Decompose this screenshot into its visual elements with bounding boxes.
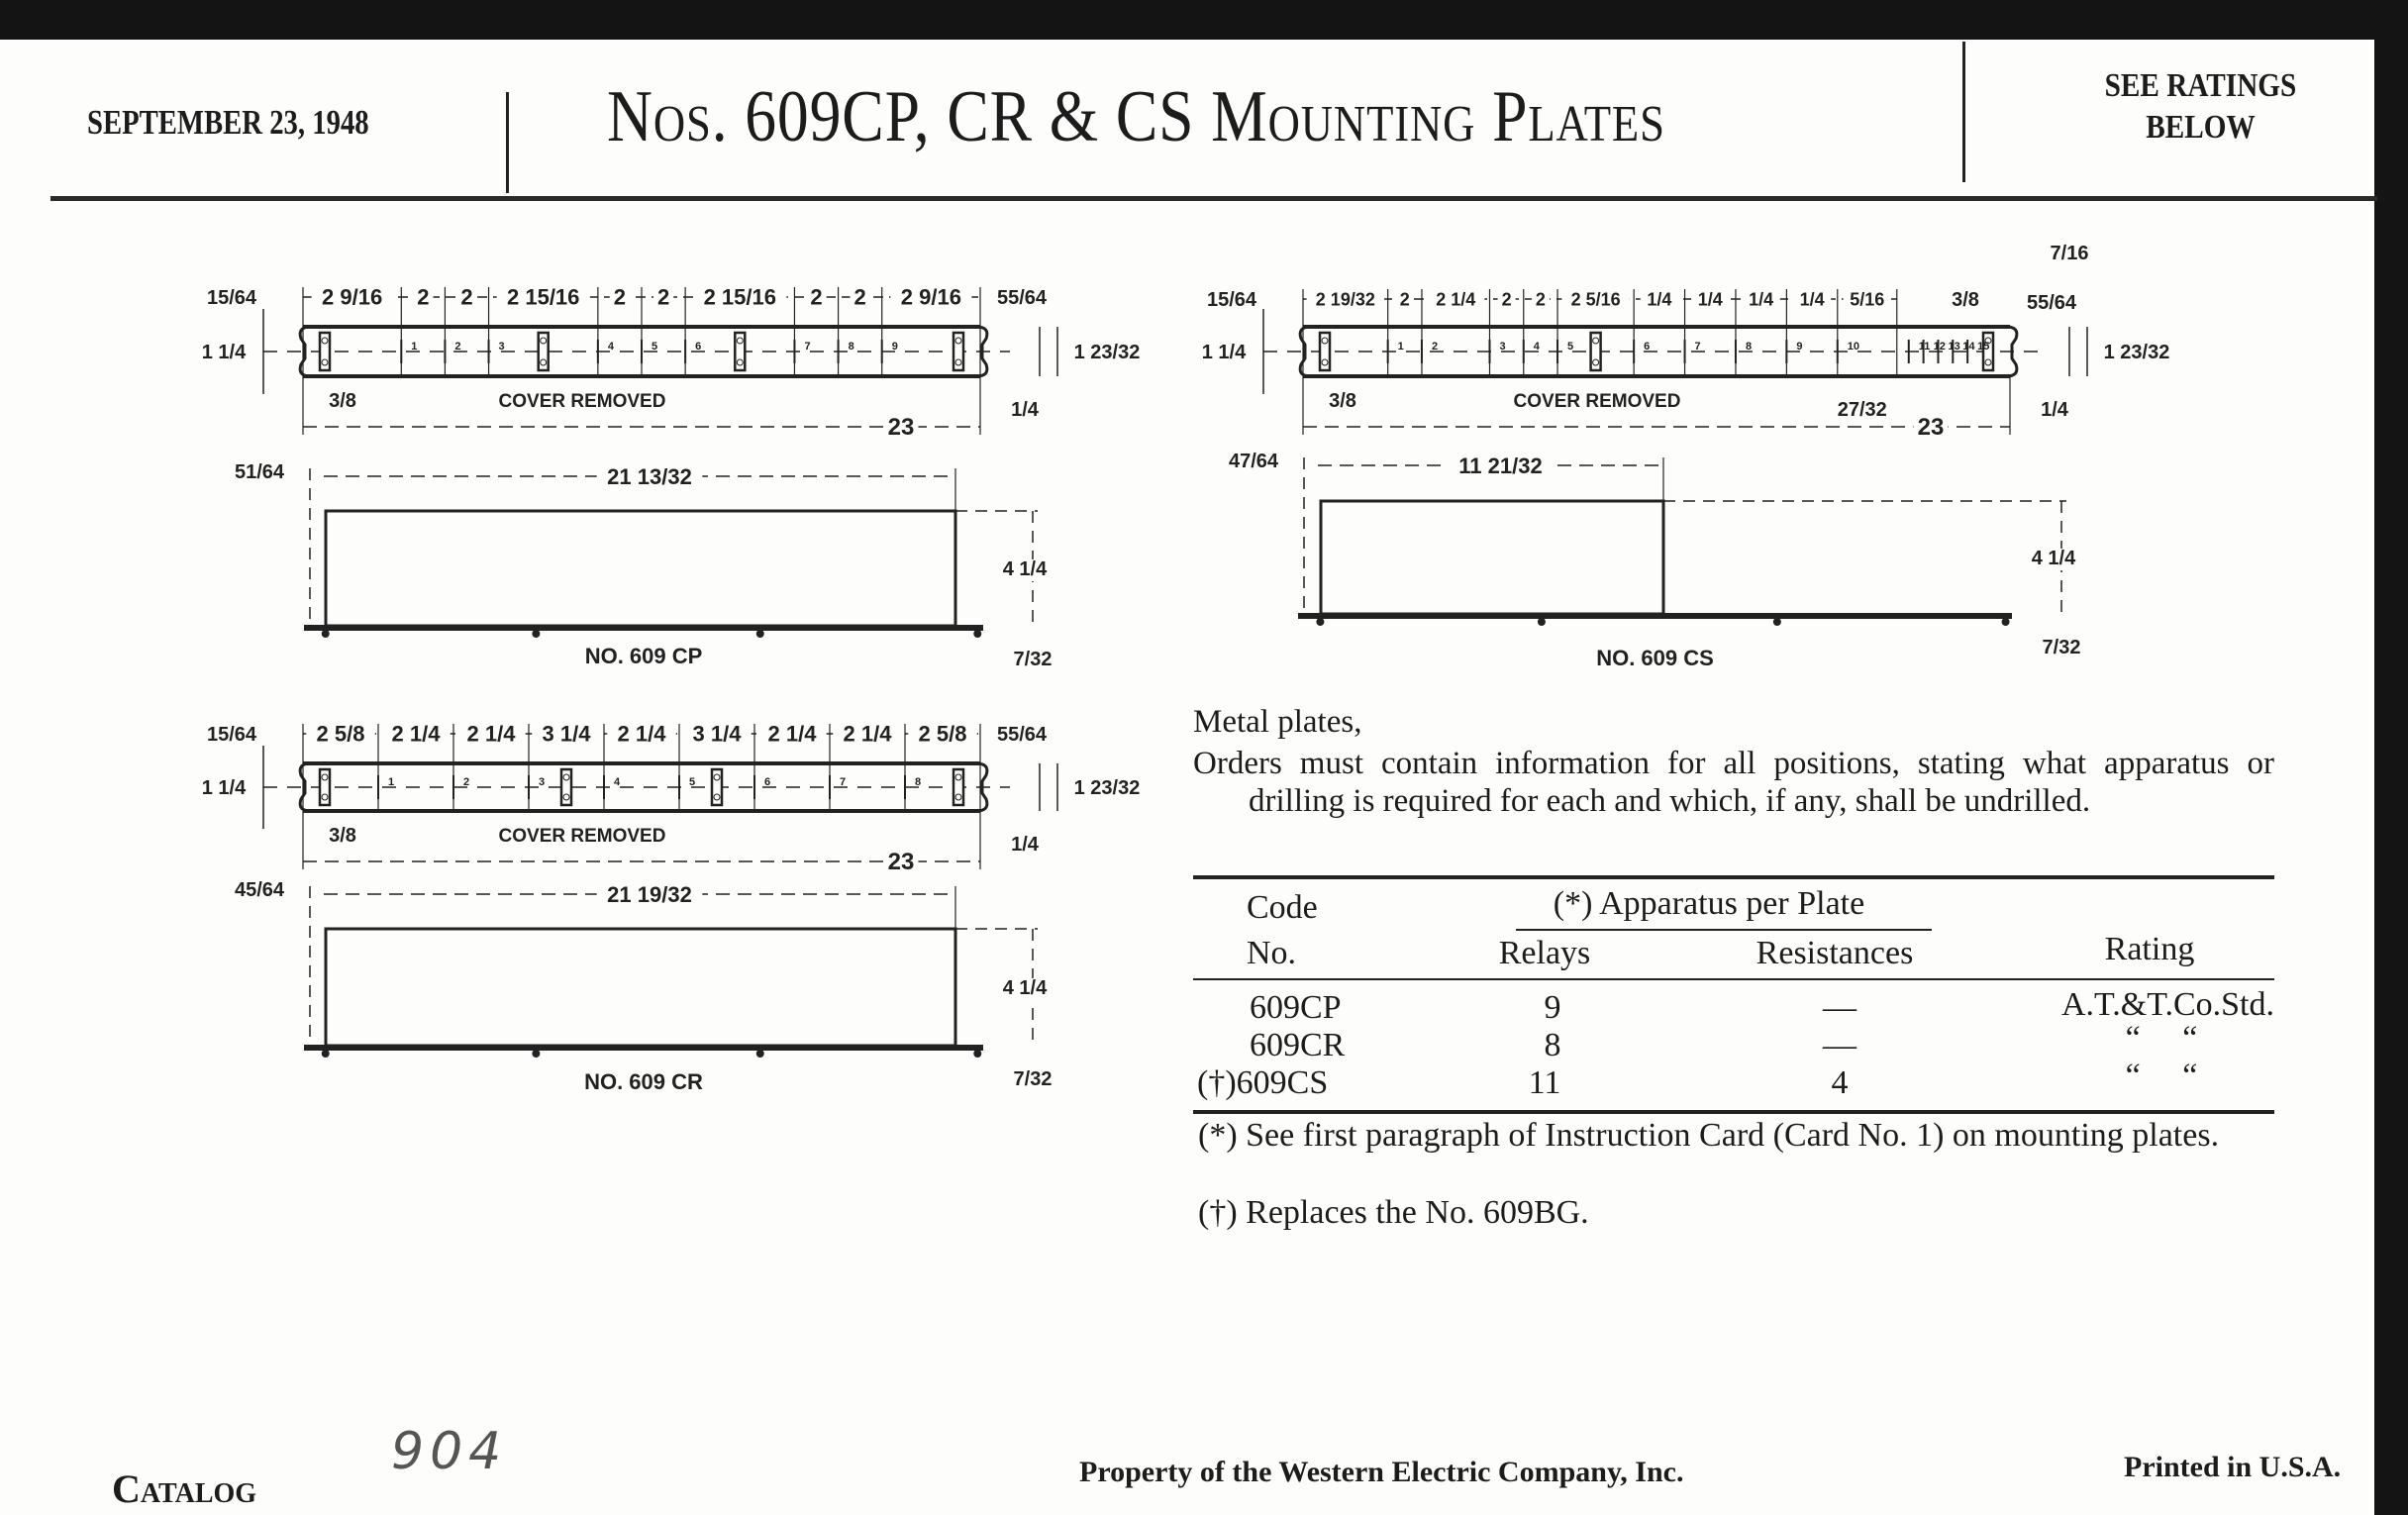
right-mid-label: 1 23/32 xyxy=(2103,342,2170,363)
right-mid-label: 1 23/32 xyxy=(1073,777,1141,799)
plate-body xyxy=(1321,501,1663,614)
table-rule-header xyxy=(1193,978,2274,980)
position-number: 2 xyxy=(1431,341,1439,353)
cover-removed-label: COVER REMOVED xyxy=(498,391,666,412)
apparatus-underline xyxy=(1516,929,1932,931)
left-bottom-label: 3/8 xyxy=(329,825,356,847)
extra-end-label: 3/8 xyxy=(1952,289,1979,311)
position-number: 5 xyxy=(689,776,696,788)
row-code: (†)609CS xyxy=(1197,1064,1329,1101)
spacing-label: 5/16 xyxy=(1850,289,1885,310)
left-bottom-label: 3/8 xyxy=(329,390,356,412)
position-number: 8 xyxy=(848,341,854,353)
position-number: 2 xyxy=(454,341,461,353)
description-orders: Orders must contain information for all positions, stating what apparatus or drilling is required for each and which, if any, shall be undrilled. xyxy=(1193,746,2274,819)
drawing-label: NO. 609 CR xyxy=(584,1069,703,1094)
drawing-label: NO. 609 CS xyxy=(1596,646,1714,670)
rivet xyxy=(756,630,764,638)
row-rating: “ “ xyxy=(2125,1020,2198,1057)
header-code: Code xyxy=(1247,889,1318,926)
row-rating: “ “ xyxy=(2125,1058,2198,1094)
cover-removed-label: COVER REMOVED xyxy=(1513,391,1681,412)
row-relays: 11 xyxy=(1528,1064,1561,1101)
header-resistances: Resistances xyxy=(1756,935,1914,971)
row-code: 609CP xyxy=(1250,989,1342,1026)
spacing-label: 2 xyxy=(1501,289,1512,310)
ratings-note-line2: BELOW xyxy=(2146,109,2256,146)
spacing-label: 1/4 xyxy=(1697,289,1723,310)
mounting-bracket xyxy=(1591,333,1601,370)
spacing-label: 2 1/4 xyxy=(466,721,516,747)
row-resistances: — xyxy=(1823,1027,1856,1063)
header-relays: Relays xyxy=(1498,935,1591,971)
right-mid-label: 1 23/32 xyxy=(1073,342,1141,363)
position-number: 3 xyxy=(498,341,505,353)
end-hook xyxy=(300,763,311,811)
spacing-label: 2 1/4 xyxy=(391,721,441,747)
position-number: 6 xyxy=(1644,341,1651,353)
spacing-label: 2 xyxy=(417,284,430,310)
spacing-label: 2 5/8 xyxy=(316,721,365,747)
row-rating: A.T.&T.Co.Std. xyxy=(2060,986,2274,1023)
position-number: 4 xyxy=(607,341,614,353)
catalog-label: Catalog xyxy=(112,1466,257,1511)
position-number: 2 xyxy=(463,776,470,788)
position-number: 1 xyxy=(411,341,418,353)
rivet xyxy=(1773,618,1781,626)
position-number: 15 xyxy=(1977,341,1990,353)
spacing-label: 1/4 xyxy=(1749,289,1774,310)
mounting-bracket xyxy=(1320,333,1330,370)
position-number: 5 xyxy=(1567,341,1574,353)
spacing-label: 2 1/4 xyxy=(1436,289,1476,310)
position-number: 6 xyxy=(695,341,702,353)
rivet xyxy=(973,630,981,638)
date: SEPTEMBER 23, 1948 xyxy=(87,103,369,142)
side-height-label: 4 1/4 xyxy=(1002,558,1048,580)
rivet xyxy=(532,630,540,638)
rivet xyxy=(2002,618,2010,626)
plate-body xyxy=(326,929,955,1046)
position-number: 7 xyxy=(1694,341,1701,353)
spacing-label: 2 5/16 xyxy=(1570,289,1621,310)
spacing-label: 2 xyxy=(810,284,823,310)
position-number: 6 xyxy=(764,776,771,788)
side-left-label: 45/64 xyxy=(234,879,285,901)
spacing-label: 2 9/16 xyxy=(900,284,961,310)
spacing-label: 1/4 xyxy=(1799,289,1825,310)
rivet xyxy=(1316,618,1324,626)
rivet xyxy=(756,1050,764,1058)
overall-label: 23 xyxy=(1917,414,1945,441)
rivet xyxy=(973,1050,981,1058)
footnote-asterisk: (*) See first paragraph of Instruction Card (Card No. 1) on mounting plates. xyxy=(1198,1117,2220,1154)
spacing-label: 2 1/4 xyxy=(843,721,892,747)
row-relays: 9 xyxy=(1544,989,1561,1026)
position-number: 14 xyxy=(1962,341,1975,353)
row-resistances: — xyxy=(1823,989,1856,1026)
spacing-label: 3 1/4 xyxy=(692,721,742,747)
spacing-label: 2 1/4 xyxy=(767,721,817,747)
spacing-label: 2 xyxy=(1399,289,1410,310)
page-title: Nos. 609CP, CR & CS Mounting Plates xyxy=(607,76,1665,157)
side-base-label: 7/32 xyxy=(1013,1068,1053,1090)
left-mid-label: 1 1/4 xyxy=(1201,342,1247,363)
property-notice: Property of the Western Electric Company, Inc. xyxy=(1079,1456,1684,1488)
header-no: No. xyxy=(1247,935,1297,971)
spacing-label: 2 xyxy=(853,284,866,310)
row-resistances: 4 xyxy=(1831,1064,1849,1101)
side-width-label: 21 13/32 xyxy=(607,464,692,489)
right-top-label: 55/64 xyxy=(2026,292,2077,314)
right-bottom-label: 1/4 xyxy=(2041,399,2068,421)
ratings-note-line1: SEE RATINGS xyxy=(2104,67,2297,104)
left-top-label: 15/64 xyxy=(206,287,257,309)
left-mid-label: 1 1/4 xyxy=(201,342,247,363)
position-number: 12 xyxy=(1933,341,1946,353)
rivet xyxy=(532,1050,540,1058)
header-apparatus: (*) Apparatus per Plate xyxy=(1553,885,1865,922)
row-code: 609CR xyxy=(1250,1027,1346,1063)
position-number: 7 xyxy=(840,776,847,788)
table-rule-bottom xyxy=(1193,1110,2274,1114)
spacing-label: 2 15/16 xyxy=(703,284,776,310)
extra-bottom-label: 27/32 xyxy=(1837,399,1887,421)
left-bottom-label: 3/8 xyxy=(1329,390,1356,412)
right-top-label: 55/64 xyxy=(996,287,1048,309)
position-number: 8 xyxy=(1745,341,1753,353)
table-rule-top xyxy=(1193,875,2274,879)
position-number: 1 xyxy=(1397,341,1404,353)
header-rating: Rating xyxy=(2104,931,2195,967)
side-base-label: 7/32 xyxy=(1013,649,1053,670)
printed-notice: Printed in U.S.A. xyxy=(2124,1451,2342,1483)
position-number: 4 xyxy=(614,776,621,788)
side-base-label: 7/32 xyxy=(2042,637,2081,658)
side-left-label: 51/64 xyxy=(234,461,285,483)
right-bottom-label: 1/4 xyxy=(1011,834,1039,856)
position-number: 11 xyxy=(1918,341,1931,353)
cover-removed-label: COVER REMOVED xyxy=(498,826,666,847)
position-number: 9 xyxy=(891,341,898,353)
spacing-label: 2 xyxy=(460,284,473,310)
overall-label: 23 xyxy=(887,414,915,441)
spacing-label: 2 1/4 xyxy=(617,721,666,747)
end-hook xyxy=(300,327,311,376)
position-number: 3 xyxy=(539,776,546,788)
plate-body xyxy=(326,511,955,626)
position-number: 4 xyxy=(1533,341,1540,353)
position-number: 10 xyxy=(1847,341,1860,353)
left-top-label: 15/64 xyxy=(1206,289,1257,311)
position-number: 1 xyxy=(388,776,395,788)
footnote-dagger: (†) Replaces the No. 609BG. xyxy=(1198,1194,1589,1231)
spacing-label: 3 1/4 xyxy=(542,721,591,747)
spacing-label: 2 9/16 xyxy=(322,284,383,310)
spacing-label: 1/4 xyxy=(1647,289,1672,310)
spacing-label: 2 xyxy=(1535,289,1546,310)
position-number: 8 xyxy=(915,776,922,788)
side-height-label: 4 1/4 xyxy=(2031,548,2076,569)
position-number: 3 xyxy=(1499,341,1506,353)
mounting-bracket xyxy=(320,333,330,370)
position-number: 9 xyxy=(1796,341,1803,353)
mounting-bracket xyxy=(953,333,963,370)
spacing-label: 2 5/8 xyxy=(918,721,967,747)
side-height-label: 4 1/4 xyxy=(1002,977,1048,999)
overall-label: 23 xyxy=(887,849,915,875)
end-hook xyxy=(1300,327,1311,376)
spacing-label: 2 15/16 xyxy=(507,284,580,310)
drawing-label: NO. 609 CP xyxy=(584,644,703,668)
left-mid-label: 1 1/4 xyxy=(201,777,247,799)
spacing-label: 2 19/32 xyxy=(1315,289,1375,310)
extra-top-label: 7/16 xyxy=(2050,243,2089,264)
position-number: 5 xyxy=(652,341,658,353)
spacing-label: 2 xyxy=(656,284,670,310)
rivet xyxy=(322,1050,330,1058)
description-title: Metal plates, xyxy=(1193,704,1362,740)
spacing-label: 2 xyxy=(613,284,627,310)
side-width-label: 11 21/32 xyxy=(1458,454,1543,478)
left-top-label: 15/64 xyxy=(206,724,257,746)
mounting-bracket xyxy=(735,333,745,370)
rivet xyxy=(322,630,330,638)
mounting-bracket xyxy=(539,333,549,370)
right-top-label: 55/64 xyxy=(996,724,1048,746)
side-width-label: 21 19/32 xyxy=(607,882,692,907)
position-number: 13 xyxy=(1948,341,1960,353)
row-relays: 8 xyxy=(1544,1027,1561,1063)
right-bottom-label: 1/4 xyxy=(1011,399,1039,421)
side-left-label: 47/64 xyxy=(1228,451,1279,472)
handwritten-number: 904 xyxy=(391,1422,508,1481)
position-number: 7 xyxy=(804,341,811,353)
rivet xyxy=(1538,618,1546,626)
